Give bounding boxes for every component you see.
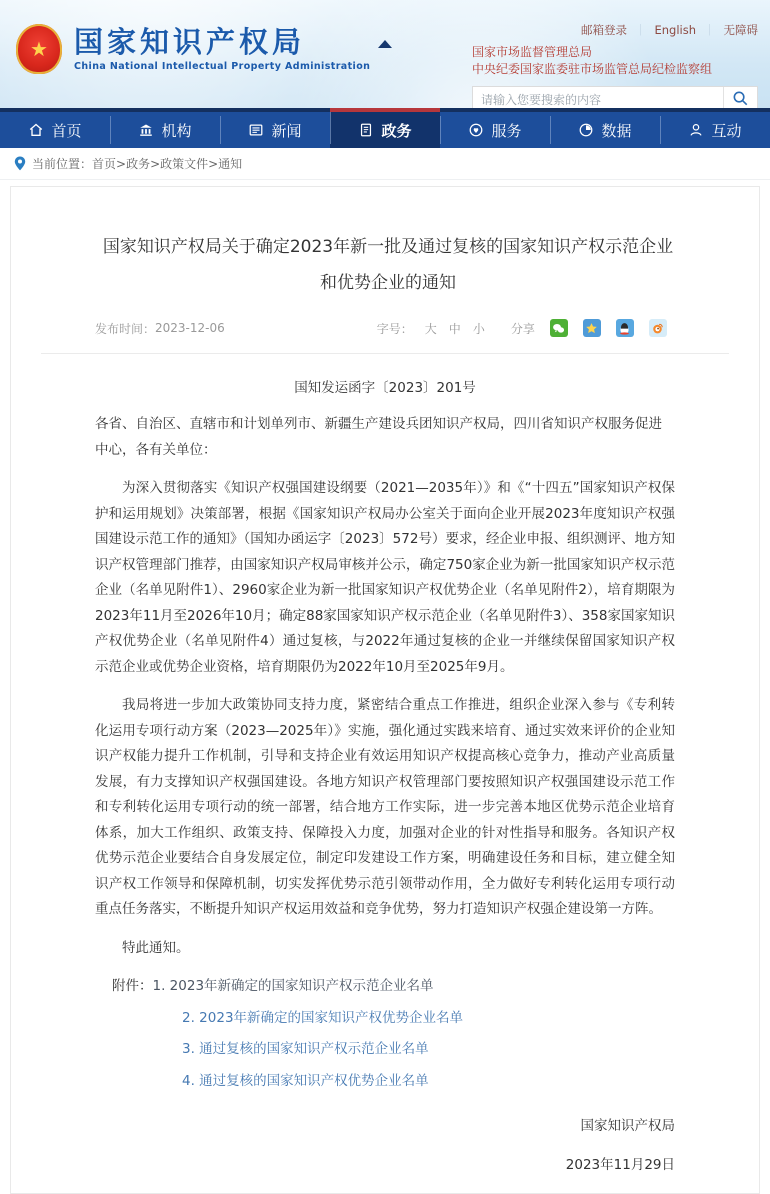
- nav-item-label: 服务: [491, 121, 522, 140]
- paragraph: 特此通知。: [122, 939, 190, 956]
- site-title: 国家知识产权局: [74, 25, 306, 59]
- publish-date: 2023-12-06: [155, 321, 225, 335]
- attachments-section: [95, 974, 675, 1094]
- nav-item-label: 政务: [381, 121, 412, 140]
- news-icon: [248, 122, 264, 138]
- nav-item-label: 数据: [601, 121, 632, 140]
- publish-time-label: 发布时间：: [95, 321, 156, 336]
- qzone-share-icon[interactable]: [583, 319, 601, 337]
- nav-item-gov-affairs[interactable]: [330, 108, 440, 148]
- breadcrumb-path[interactable]: 首页>政务>政策文件>通知: [92, 157, 243, 171]
- attachment-link-3[interactable]: 3. 通过复核的国家知识产权示范企业名单: [182, 1041, 429, 1057]
- attachment-link-4[interactable]: 4. 通过复核的国家知识产权优势企业名单: [182, 1072, 429, 1089]
- nav-item-label: 互动: [711, 121, 742, 140]
- home-icon: [28, 122, 44, 138]
- breadcrumb: [0, 148, 770, 180]
- wechat-share-icon[interactable]: [550, 319, 568, 337]
- agency-links: [472, 44, 758, 78]
- english-link[interactable]: English: [654, 23, 696, 37]
- share-label: 分享: [510, 321, 535, 336]
- breadcrumb-label: 当前位置：: [32, 157, 93, 171]
- location-pin-icon: [14, 156, 26, 171]
- nav-item-interact[interactable]: [660, 112, 770, 148]
- accessibility-link[interactable]: 无障碍: [723, 23, 758, 37]
- meta-divider: [41, 353, 729, 354]
- weibo-share-icon[interactable]: [649, 319, 667, 337]
- gov-affairs-icon: [358, 122, 374, 138]
- interact-icon: [688, 122, 704, 138]
- font-size-large[interactable]: 大: [424, 321, 437, 336]
- data-icon: [578, 122, 594, 138]
- national-emblem-icon: ★: [16, 24, 62, 74]
- qq-share-icon[interactable]: [616, 319, 634, 337]
- nav-item-home[interactable]: [0, 112, 110, 148]
- nav-item-label: 新闻: [271, 121, 302, 140]
- article-meta: [95, 317, 675, 339]
- font-size-label: 字号：: [376, 321, 413, 336]
- discipline-inspection-link[interactable]: 中央纪委国家监委驻市场监管总局纪检监察组: [472, 62, 713, 76]
- signature-org: 国家知识产权局: [580, 1118, 675, 1134]
- samr-link[interactable]: 国家市场监督管理总局: [472, 45, 593, 59]
- nav-item-data[interactable]: [550, 112, 660, 148]
- nav-item-label: 机构: [161, 121, 192, 140]
- main-navigation: [0, 108, 770, 148]
- font-size-medium[interactable]: 中: [448, 321, 461, 336]
- nav-item-service[interactable]: [440, 112, 550, 148]
- attachments-label: 附件：: [112, 978, 153, 994]
- mail-login-link[interactable]: 邮箱登录: [580, 23, 627, 37]
- page-title: 国家知识产权局关于确定2023年新一批及通过复核的国家知识产权示范企业和优势企业的通知: [102, 237, 674, 293]
- attachment-link-1[interactable]: 1. 2023年新确定的国家知识产权示范企业名单: [152, 978, 434, 994]
- service-icon: [468, 122, 484, 138]
- document-number: 国知发运函字〔2023〕201号: [294, 380, 476, 396]
- top-utility-links: 邮箱登录 ｜ English ｜ 无障碍: [580, 23, 758, 37]
- signature-block: [95, 1114, 675, 1173]
- paragraph: 为深入贯彻落实《知识产权强国建设纲要（2021—2035年）》和《“十四五”国家知识产权保护和运用规划》决策部署，根据《国家知识产权局办公室关于面向企业开展2023年度知识产权强国建设示范工作的通知》（国知办函运字〔2023〕572号）要求，经企业申报、组织测评、地方知识产权管理部门推荐，由国家知识产权局审核并公示，确定750家企业为新一批国家知识产权示范企业（名单见附件1）、2960家企业为新一批国家知识产权优势企业（名单见附件2），培育期限为2023年11月至2026年10月；确定88家国家知识产权示范企业（名单见附件3）、358家国家知识产权优势企业（名单见附件4）通过复核，与2022年通过复核的企业一并继续保留国家知识产权示范企业或优势企业资格，培育期限仍为2022年10月至2025年9月。: [95, 480, 675, 675]
- search-icon: [732, 90, 749, 110]
- paragraph: 我局将进一步加大政策协同支持力度，紧密结合重点工作推进，组织企业深入参与《专利转化运用专项行动方案（2023—2025年）》实施，强化通过实践来培育、通过实效来评价的企业知识产权能力提升工作机制，引导和支持企业有效运用知识产权提高核心竞争力，推动产业高质量发展，有力支撑知识产权强国建设。各地方知识产权管理部门要按照知识产权强国建设示范工作和专利转化运用专项行动的统一部署，结合地方工作实际，进一步完善本地区优势示范企业培育体系，加大工作组织、政策支持、保障投入力度，加强对企业的针对性指导和服务。各知识产权优势示范企业要结合自身发展定位，制定印发建设工作方案，明确建设任务和目标，建立健全知识产权工作领导和保障机制，切实发挥优势示范引领带动作用，全力做好专利转化运用专项行动重点任务落实，不断提升知识产权运用效益和竞争优势，努力打造知识产权强企建设第一方阵。: [95, 697, 675, 917]
- site-header: [0, 0, 770, 108]
- site-logo: [16, 24, 370, 74]
- active-tab-arrow: [378, 40, 392, 48]
- font-size-control: [377, 320, 485, 337]
- font-size-small[interactable]: 小: [472, 321, 485, 336]
- nav-item-label: 首页: [51, 121, 82, 140]
- site-subtitle: China National Intellectual Property Administration: [74, 61, 371, 72]
- article-container: [10, 186, 760, 1194]
- signature-date: 2023年11月29日: [565, 1157, 675, 1173]
- share-controls: [511, 319, 667, 337]
- nav-item-news[interactable]: [220, 112, 330, 148]
- attachment-link-2[interactable]: 2. 2023年新确定的国家知识产权优势企业名单: [182, 1009, 464, 1026]
- institution-icon: [138, 122, 154, 138]
- nav-item-institution[interactable]: [110, 112, 220, 148]
- salutation: 各省、自治区、直辖市和计划单列市、新疆生产建设兵团知识产权局，四川省知识产权服务促进中心，各有关单位：: [95, 416, 662, 458]
